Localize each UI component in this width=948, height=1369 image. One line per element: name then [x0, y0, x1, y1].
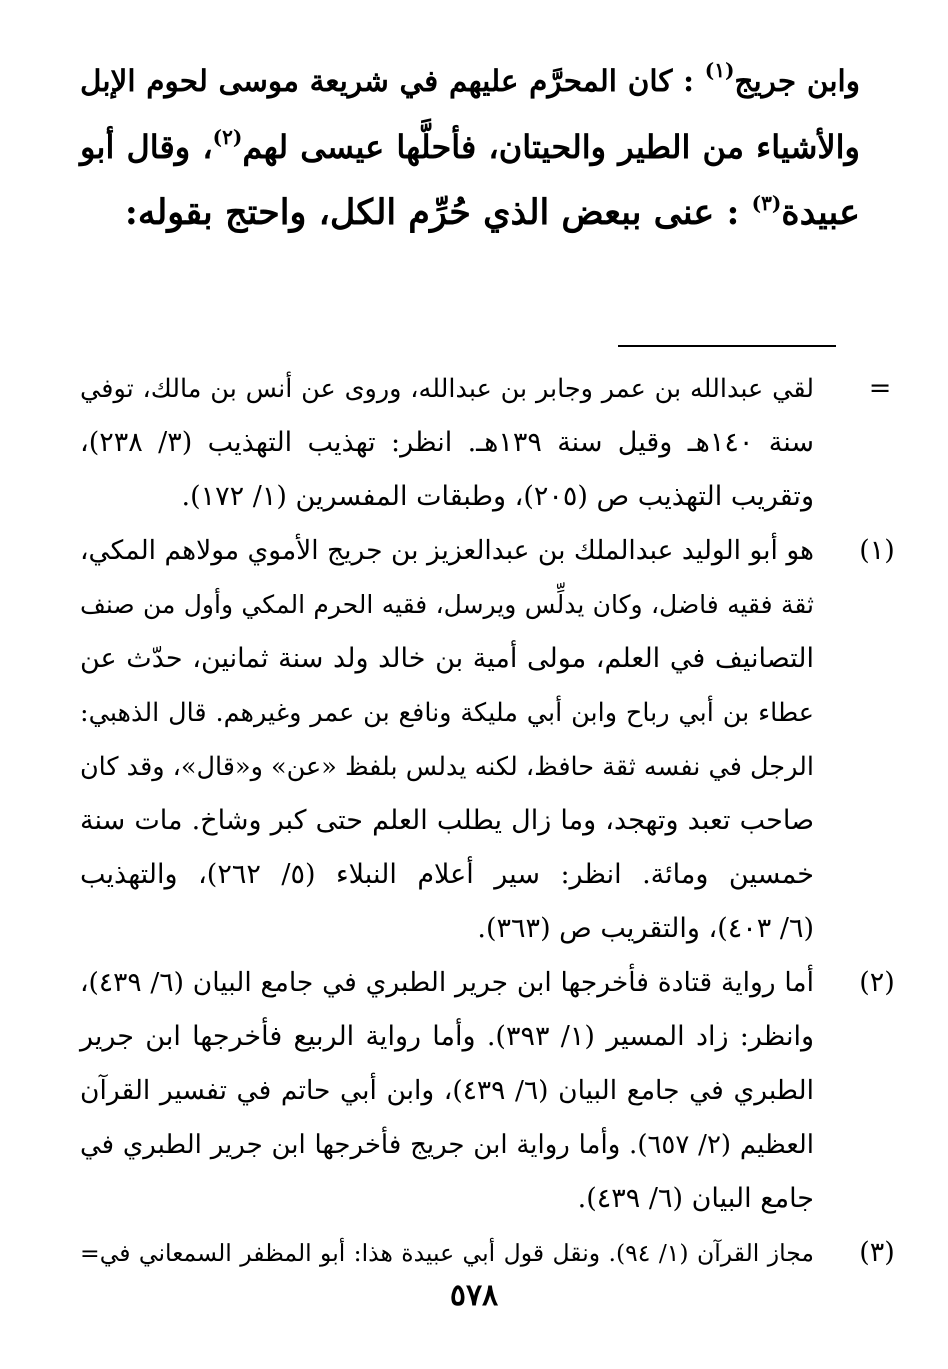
footnote-line: وتقريب التهذيب ص (٢٠٥)، وطبقات المفسرين (١/ ١٧٢). [181, 481, 814, 512]
footnote-line: عطاء بن أبي رباح وابن أبي مليكة ونافع بن عمر وغيرهم. قال الذهبي: [80, 698, 814, 728]
page-number: ٥٧٨ [449, 1278, 499, 1313]
continuation-marker: = [868, 373, 892, 404]
footnote-line: هو أبو الوليد عبدالملك بن عبدالعزيز بن جريج الأموي مولاهم المكي، [80, 535, 814, 566]
footnote-2 [80, 956, 895, 1226]
footnote-continuation [80, 362, 892, 524]
main-text-segment: والأشياء من الطير والحيتان، فأحلَّها عيسى لهم [242, 128, 861, 166]
footnote-line: لقي عبدالله بن عمر وجابر بن عبدالله، وروى عن أنس بن مالك، توفي [80, 374, 814, 404]
footnote-line: التصانيف في العلم، مولى أمية بن خالد ولد سنة ثمانين، حدّث عن [80, 643, 814, 674]
footnote-3 [80, 1226, 895, 1280]
footnote-line: جامع البيان (٦/ ٤٣٩). [577, 1183, 814, 1214]
footnote-ref-1: (١) [704, 58, 735, 82]
main-line-2 [80, 114, 860, 180]
footnotes [79, 362, 895, 1280]
main-text-segment: وابن جريج [734, 63, 860, 98]
footnote-number: (١) [859, 535, 895, 566]
footnote-line: (٦/ ٤٠٣)، والتقريب ص (٣٦٣). [477, 913, 814, 944]
main-text [80, 48, 860, 246]
footnote-line: مجاز القرآن (١/ ٩٤). ونقل قول أبي عبيدة هذا: أبو المظفر السمعاني في= [80, 1239, 814, 1267]
footnote-number: (٣) [859, 1237, 895, 1268]
main-text-segment: : عنى ببعض الذي حُرِّم الكل، واحتج بقوله: [124, 192, 740, 233]
main-line-1 [80, 48, 860, 114]
footnote-line: وانظر: زاد المسير (١/ ٣٩٣). وأما رواية الربيع فأخرجها ابن جرير [80, 1021, 814, 1052]
footnote-line: أما رواية قتادة فأخرجها ابن جرير الطبري في جامع البيان (٦/ ٤٣٩)، [80, 967, 814, 998]
footnote-line: خمسين ومائة. انظر: سير أعلام النبلاء (٥/ ٢٦٢)، والتهذيب [80, 859, 814, 890]
footnote-1 [79, 524, 895, 956]
main-text-segment: عبيدة [781, 192, 860, 233]
footnote-line: سنة ١٤٠هـ وقيل سنة ١٣٩هـ. انظر: تهذيب التهذيب (٣/ ٢٣٨)، [80, 427, 814, 458]
main-text-segment: ، وقال أبو [80, 128, 213, 166]
main-line-3 [80, 180, 860, 246]
footnote-separator [618, 345, 836, 347]
footnote-line: ثقة فقيه فاضل، وكان يدلِّس ويرسل، فقيه الحرم المكي وأول من صنف [80, 590, 814, 619]
footnote-ref-3: (٣) [751, 191, 782, 215]
footnote-line: صاحب تعبد وتهجد، وما زال يطلب العلم حتى كبر وشاخ. مات سنة [80, 805, 814, 836]
footnote-ref-2: (٢) [212, 125, 243, 149]
footnote-line: الرجل في نفسه ثقة حافظ، لكنه يدلس بلفظ «عن» و«قال»، وقد كان [79, 752, 814, 782]
footnote-line: العظيم (٢/ ٦٥٧). وأما رواية ابن جريج فأخرجها ابن جرير الطبري في [80, 1130, 815, 1160]
footnote-number: (٢) [859, 967, 895, 998]
main-text-segment: : كان المحرَّم عليهم في شريعة موسى لحوم الإبل [80, 63, 694, 98]
footnote-line: الطبري في جامع البيان (٦/ ٤٣٩)، وابن أبي حاتم في تفسير القرآن [80, 1075, 814, 1106]
